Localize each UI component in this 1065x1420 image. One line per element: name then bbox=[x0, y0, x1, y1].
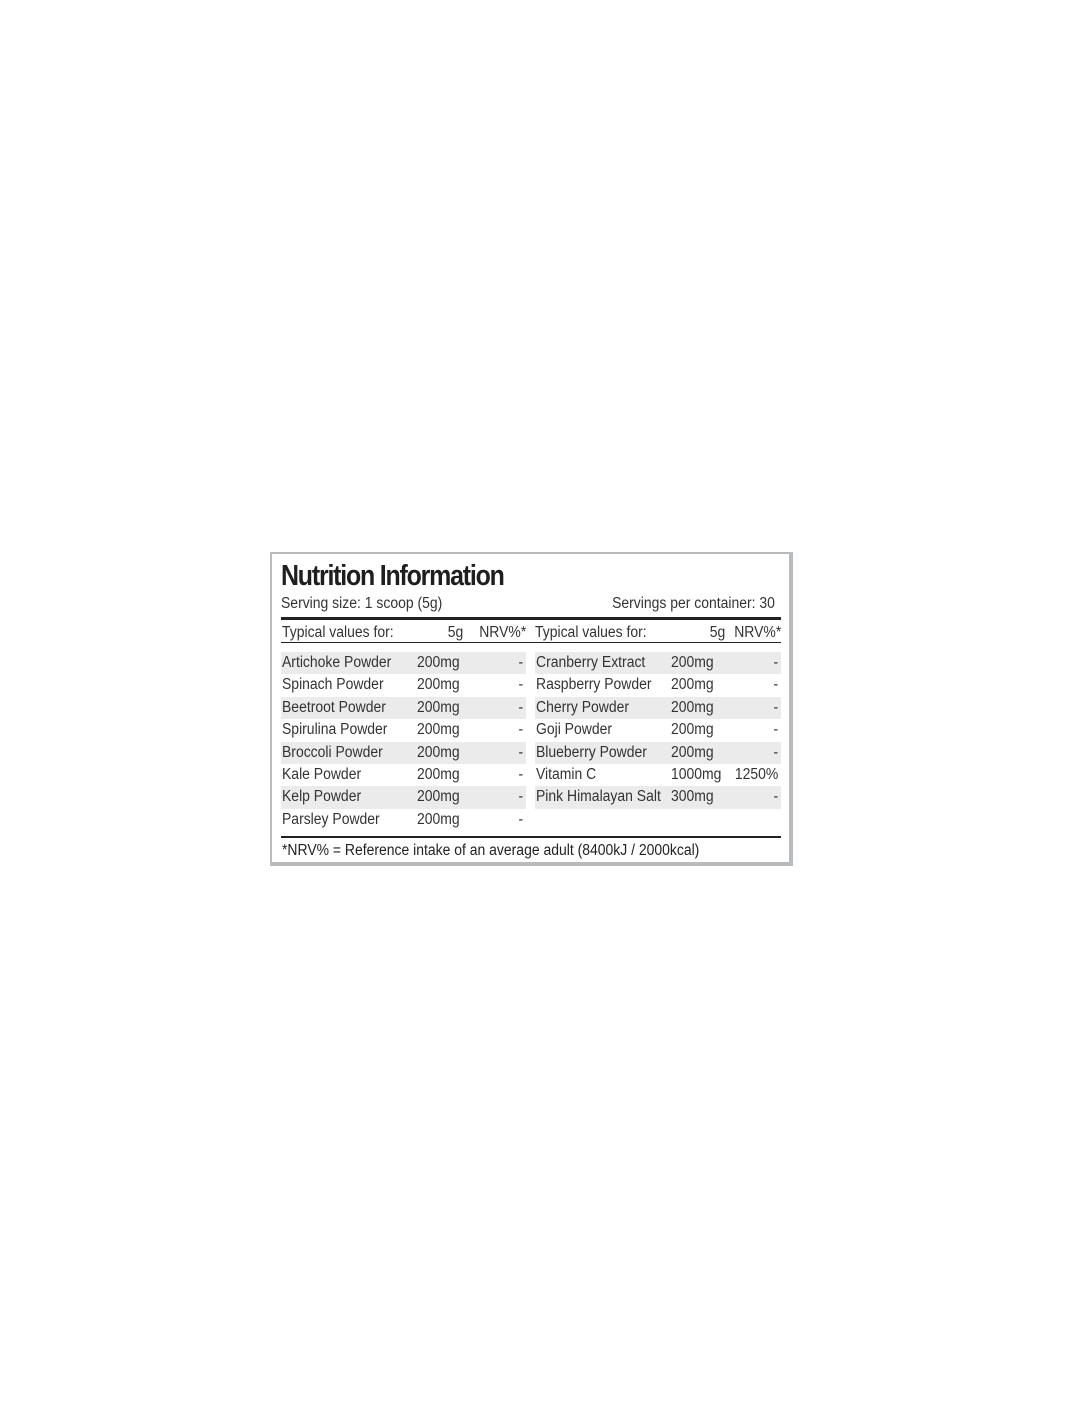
ingredient-name: Pink Himalayan Salt bbox=[536, 788, 661, 806]
ingredient-name: Spinach Powder bbox=[282, 676, 384, 694]
ingredient-amount: 300mg bbox=[671, 788, 714, 806]
right-header-amount: 5g bbox=[709, 624, 725, 641]
left-header-nrv: NRV%* bbox=[478, 624, 526, 641]
ingredient-name: Kale Powder bbox=[282, 765, 362, 783]
ingredient-row bbox=[535, 652, 781, 674]
ingredient-amount: 200mg bbox=[417, 654, 460, 671]
ingredient-nrv: - bbox=[773, 676, 778, 694]
right-column-header bbox=[535, 624, 781, 642]
ingredient-amount: 200mg bbox=[417, 810, 460, 828]
ingredient-name: Cranberry Extract bbox=[536, 654, 646, 671]
ingredient-nrv: - bbox=[518, 721, 523, 739]
ingredient-row bbox=[281, 786, 526, 808]
ingredient-amount: 200mg bbox=[671, 676, 714, 694]
ingredient-name: Broccoli Powder bbox=[282, 743, 383, 761]
right-header-nrv: NRV%* bbox=[733, 624, 781, 641]
ingredient-name: Goji Powder bbox=[536, 721, 612, 739]
ingredient-nrv: - bbox=[518, 676, 523, 694]
ingredient-amount: 200mg bbox=[671, 698, 714, 716]
ingredient-nrv: 1250% bbox=[734, 765, 778, 783]
ingredient-nrv: - bbox=[518, 765, 523, 783]
ingredient-row bbox=[281, 652, 526, 674]
ingredient-row bbox=[281, 742, 526, 764]
ingredient-row bbox=[281, 674, 526, 696]
ingredient-nrv: - bbox=[773, 788, 778, 806]
ingredient-row bbox=[281, 764, 526, 786]
ingredient-name: Spirulina Powder bbox=[282, 721, 388, 739]
ingredient-row bbox=[281, 809, 526, 831]
ingredient-amount: 200mg bbox=[417, 765, 460, 783]
ingredient-row bbox=[535, 674, 781, 696]
left-column-header bbox=[281, 624, 526, 642]
ingredient-nrv: - bbox=[518, 654, 523, 671]
ingredient-amount: 200mg bbox=[417, 698, 460, 716]
divider-bottom bbox=[281, 836, 781, 838]
ingredient-row bbox=[535, 697, 781, 719]
ingredient-nrv: - bbox=[773, 721, 778, 739]
divider-thin bbox=[281, 642, 781, 643]
ingredient-amount: 200mg bbox=[417, 788, 460, 806]
ingredient-nrv: - bbox=[518, 698, 523, 716]
ingredient-row bbox=[535, 742, 781, 764]
ingredient-amount: 200mg bbox=[671, 654, 714, 671]
ingredient-nrv: - bbox=[518, 810, 523, 828]
ingredient-name: Kelp Powder bbox=[282, 788, 362, 806]
ingredient-amount: 200mg bbox=[671, 721, 714, 739]
ingredient-name: Beetroot Powder bbox=[282, 698, 386, 716]
ingredient-name: Blueberry Powder bbox=[536, 743, 647, 761]
right-header-typical-values: Typical values for: bbox=[535, 624, 647, 641]
left-header-amount: 5g bbox=[447, 624, 463, 641]
ingredient-amount: 200mg bbox=[417, 676, 460, 694]
panel-title: Nutrition Information bbox=[281, 560, 504, 592]
ingredient-nrv: - bbox=[773, 654, 778, 671]
left-header-typical-values: Typical values for: bbox=[282, 624, 394, 641]
ingredient-name: Parsley Powder bbox=[282, 810, 380, 828]
ingredient-nrv: - bbox=[773, 743, 778, 761]
ingredient-nrv: - bbox=[518, 743, 523, 761]
nrv-footnote: *NRV% = Reference intake of an average adult (8400kJ / 2000kcal) bbox=[282, 842, 700, 859]
ingredient-name: Vitamin C bbox=[536, 765, 597, 783]
ingredient-amount: 200mg bbox=[417, 743, 460, 761]
serving-size: Serving size: 1 scoop (5g) bbox=[281, 595, 443, 612]
ingredient-name: Cherry Powder bbox=[536, 698, 630, 716]
ingredient-amount: 200mg bbox=[671, 743, 714, 761]
ingredient-nrv: - bbox=[773, 698, 778, 716]
ingredient-amount: 200mg bbox=[417, 721, 460, 739]
servings-per-container: Servings per container: 30 bbox=[612, 595, 775, 612]
ingredient-amount: 1000mg bbox=[671, 765, 722, 783]
divider-thick bbox=[281, 617, 781, 620]
nutrition-panel bbox=[270, 552, 793, 866]
ingredient-name: Raspberry Powder bbox=[536, 676, 652, 694]
ingredient-row bbox=[281, 697, 526, 719]
ingredient-row bbox=[535, 764, 781, 786]
ingredient-row bbox=[535, 719, 781, 741]
right-ingredient-list bbox=[535, 652, 781, 809]
ingredient-row bbox=[281, 719, 526, 741]
ingredient-nrv: - bbox=[518, 788, 523, 806]
left-ingredient-list bbox=[281, 652, 526, 831]
ingredient-row bbox=[535, 786, 781, 808]
ingredient-name: Artichoke Powder bbox=[282, 654, 392, 671]
